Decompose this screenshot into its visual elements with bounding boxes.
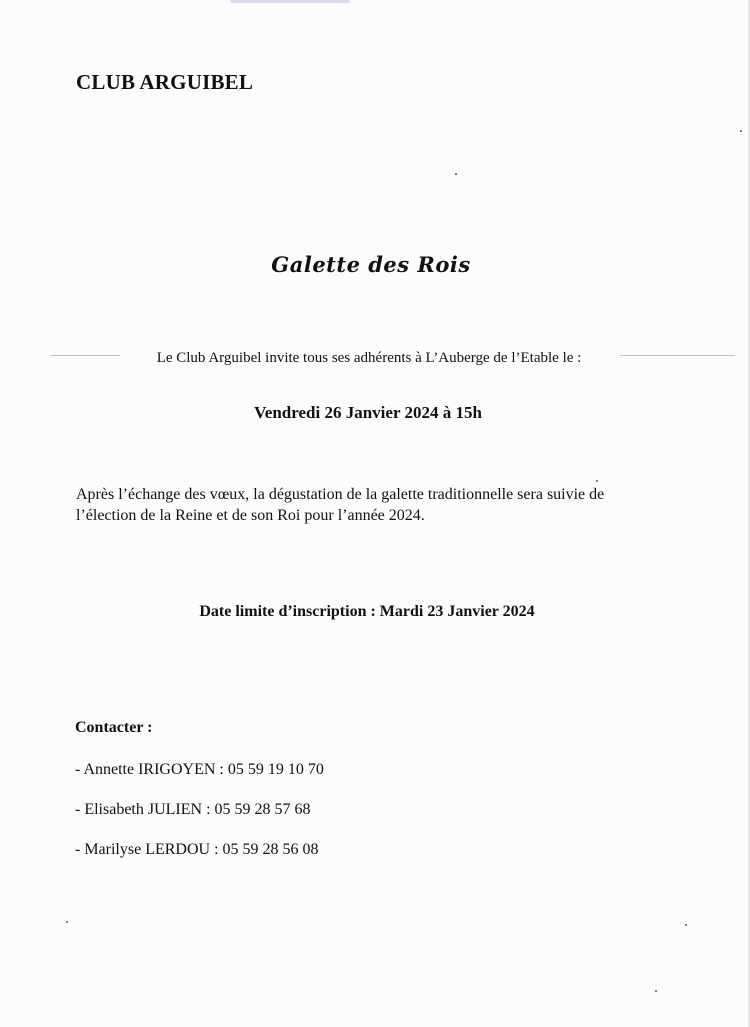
contact-item: - Elisabeth JULIEN : 05 59 28 57 68 (75, 801, 311, 818)
scan-speck (66, 921, 68, 923)
contacts-heading: Contacter : (75, 719, 153, 736)
event-description (76, 484, 646, 526)
scan-speck (685, 924, 687, 926)
contact-item: - Marilyse LERDOU : 05 59 28 56 08 (75, 841, 319, 858)
scan-speck (455, 173, 457, 175)
description-line-1: Après l’échange des vœux, la dégustation de la galette traditionnelle sera suivie de (76, 486, 605, 503)
contact-item: - Annette IRIGOYEN : 05 59 19 10 70 (75, 761, 324, 778)
scan-edge-top (230, 0, 350, 3)
description-line-2: l’élection de la Reine et de son Roi pour l’année 2024. (76, 507, 425, 524)
scan-speck (740, 130, 742, 132)
event-title: Galette des Rois (271, 252, 471, 277)
event-date: Vendredi 26 Janvier 2024 à 15h (254, 403, 482, 422)
club-name: CLUB ARGUIBEL (76, 70, 254, 94)
scan-speck (655, 990, 657, 992)
scan-speck (596, 480, 598, 482)
invitation-line: Le Club Arguibel invite tous ses adhérents à L’Auberge de l’Etable le : (156, 350, 582, 366)
registration-deadline: Date limite d’inscription : Mardi 23 Janvier 2024 (199, 603, 535, 620)
